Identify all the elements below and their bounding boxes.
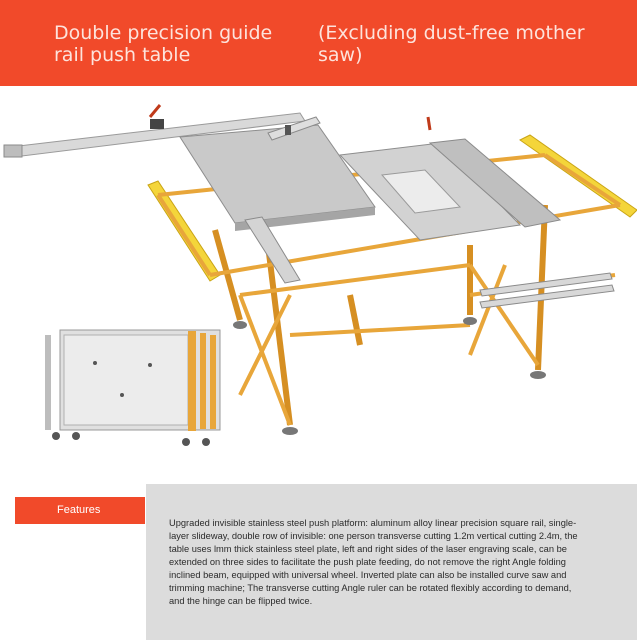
banner-subtitle: (Excluding dust-free mother saw) (318, 22, 585, 66)
folded-table-illustration (45, 330, 220, 446)
banner-title: Double precision guide rail push table (54, 22, 273, 66)
features-description: Upgraded invisible stainless steel push platform: aluminum alloy linear precision square rail, single-layer slideway, double row of invisible: one person transverse cutting 1.2m vertical cutting 2.4m, the table uses lmm thick stainless steel plate, left and right sides of the laser engraving scale, can be extended on three sides to facilitate the push plate feeding, do not remove the right Angle folding inclined beam, equipped with universal wheel. Inverted plate can also be installed curve saw and trimming machine; The transverse cutting Angle ruler can be rotated flexibly according to demand, and the hinge can be flipped twice. (169, 518, 578, 606)
product-illustration (0, 95, 637, 480)
title-banner (0, 0, 637, 86)
features-badge: Features (15, 497, 145, 524)
